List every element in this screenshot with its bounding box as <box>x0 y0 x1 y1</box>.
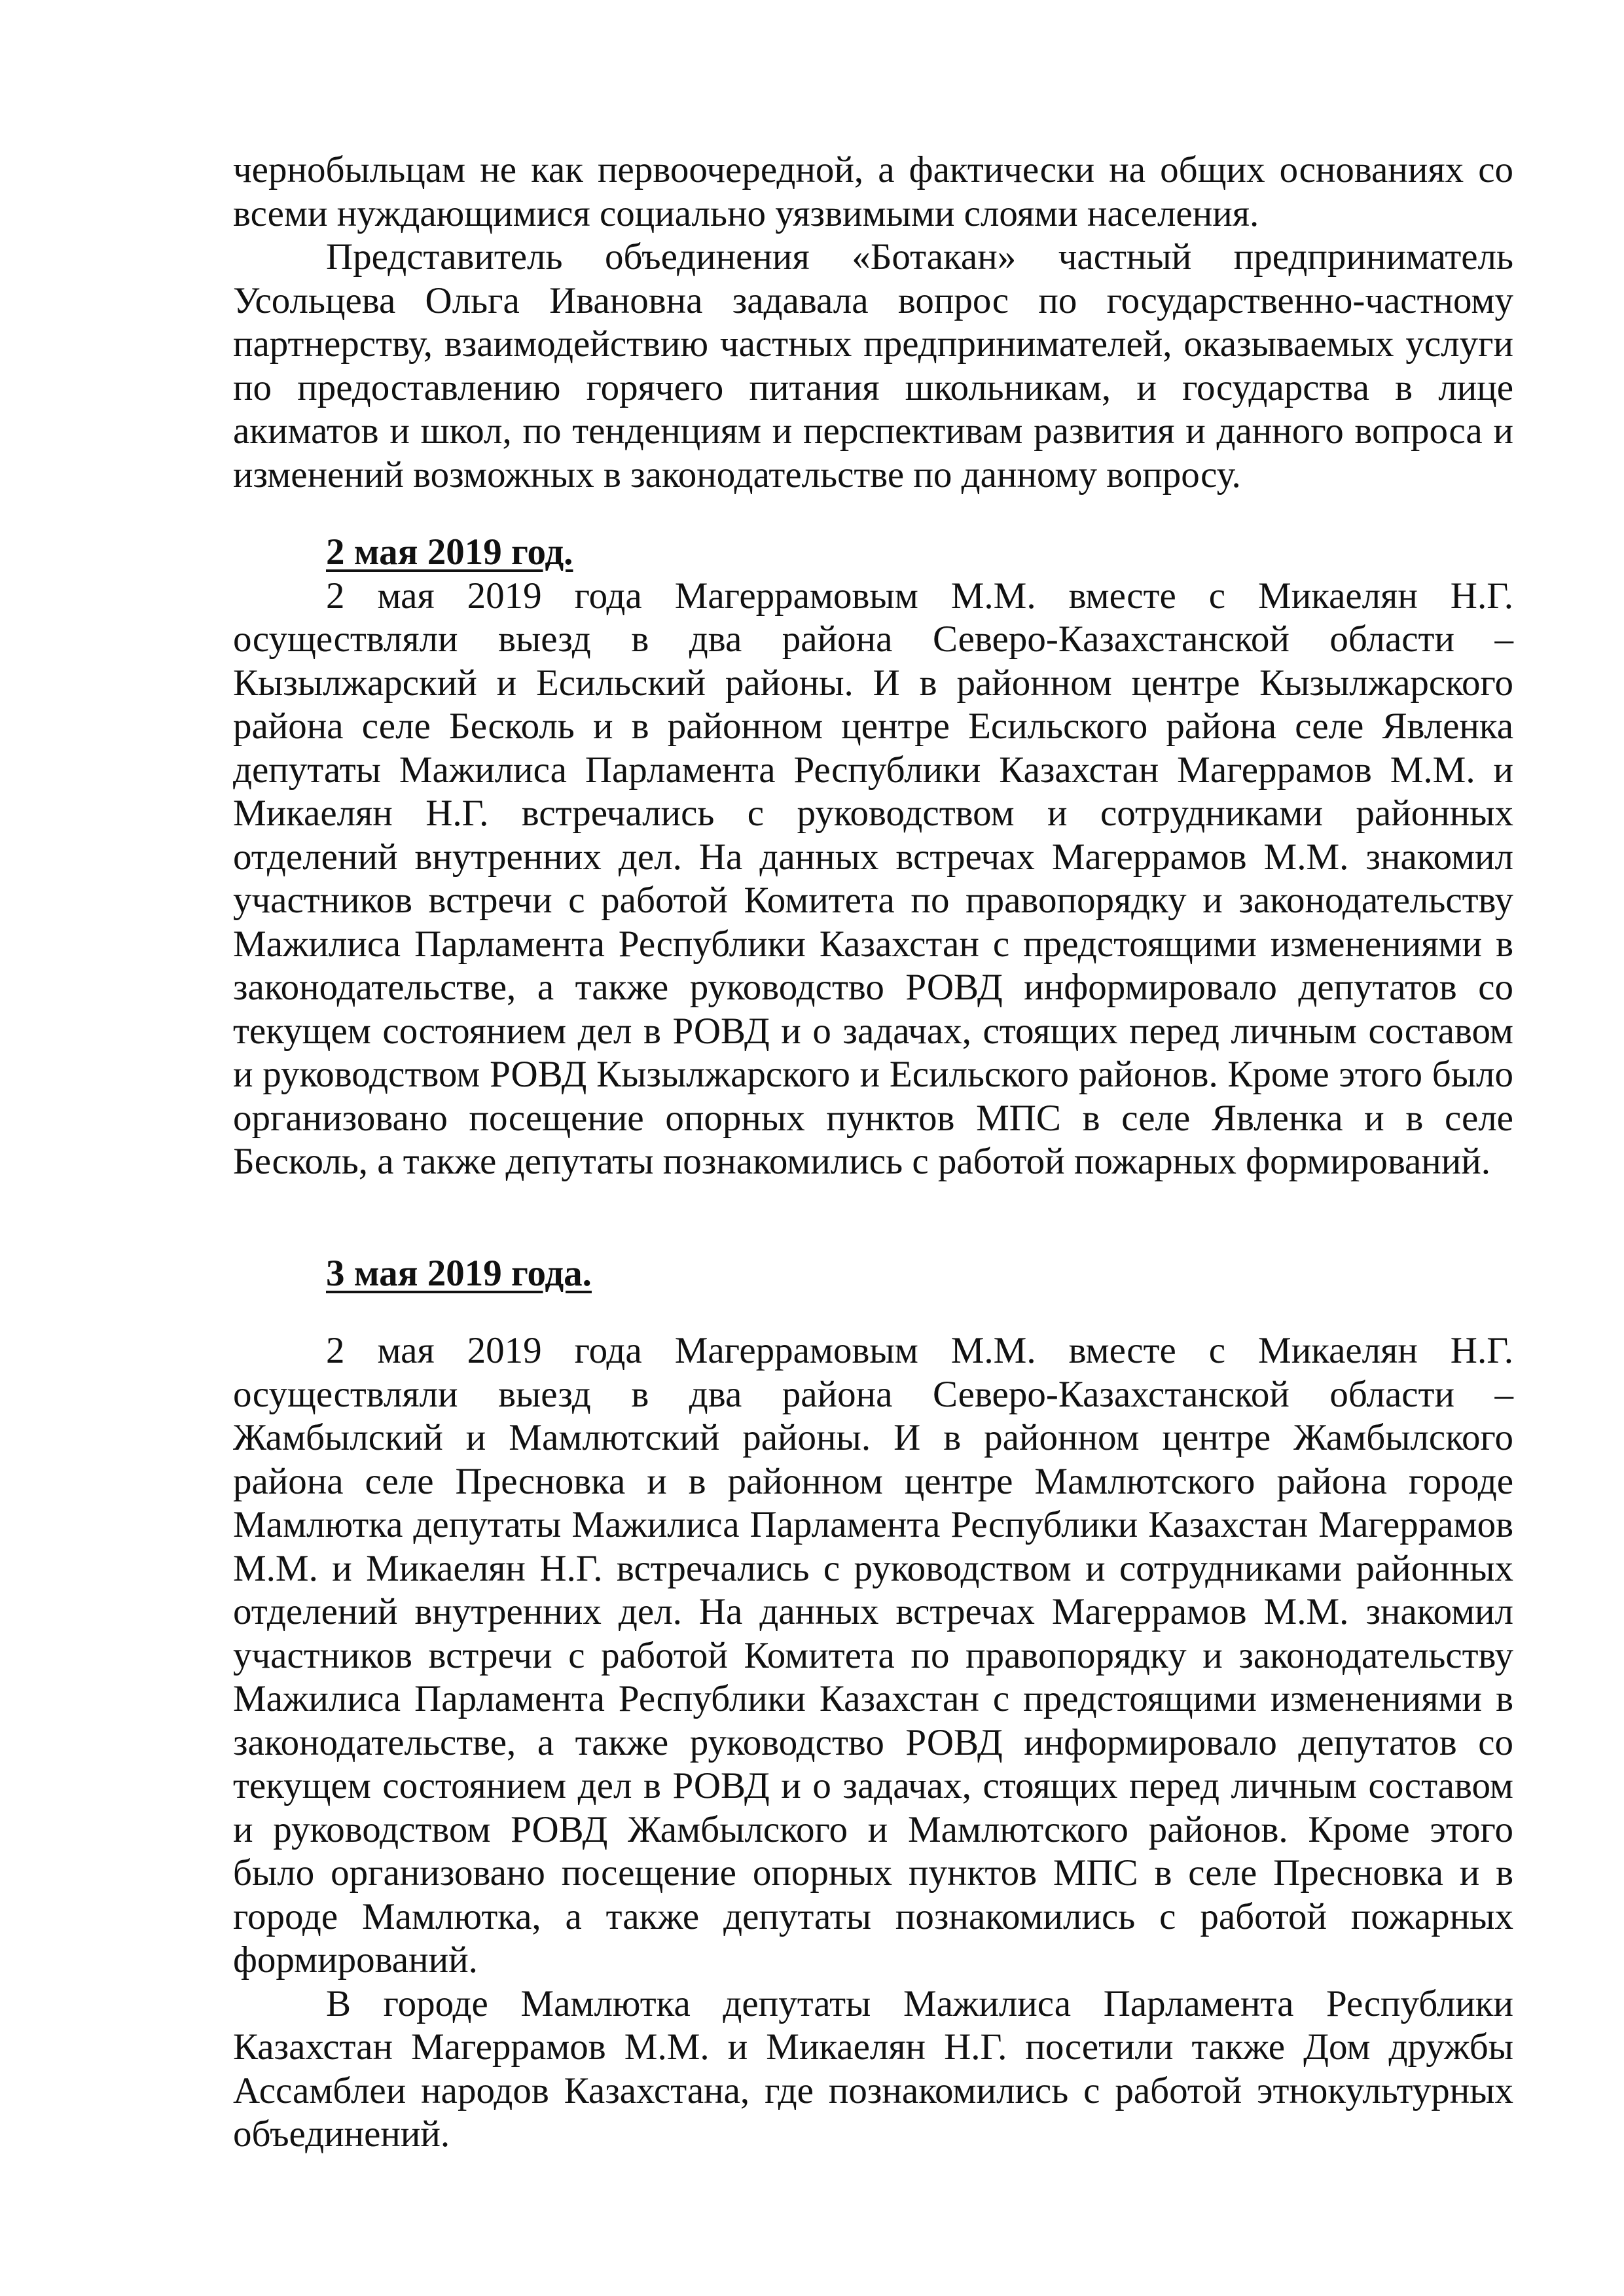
paragraph-may-3-visit: 2 мая 2019 года Магеррамовым М.М. вместе с Микаелян Н.Г. осуществляли выезд в два района Северо-Казахстанской области – Жамбылский и Мамлютский районы. И в районном центре Жамбылского района селе Пресновка и в районном центре Мамлютского района городе Мамлютка депутаты Мажилиса Парламента Республики Казахстан Магеррамов М.М. и Микаелян Н.Г. встречались с руководством и сотрудниками районных отделений внутренних дел. На данных встречах Магеррамов М.М. знакомил участников встречи с работой Комитета по правопорядку и законодательству Мажилиса Парламента Республики Казахстан с предстоящими изменениями в законодательстве, а также руководство РОВД информировало депутатов со текущем состоянием дел в РОВД и о задачах, стоящих перед личным составом и руководством РОВД Жамбылского и Мамлютского районов. Кроме этого было организовано посещение опорных пунктов МПС в селе Пресновка и в городе Мамлютка, а также депутаты познакомились с работой пожарных формирований. <box>233 1330 1513 1981</box>
heading-may-3: 3 мая 2019 года. <box>326 1252 592 1294</box>
paragraph-continuation: чернобыльцам не как первоочередной, а фактически на общих основаниях со всеми нуждающимися социально уязвимыми слоями населения. <box>233 149 1513 234</box>
paragraph-botakan-question: Представитель объединения «Ботакан» частный предприниматель Усольцева Ольга Ивановна задавала вопрос по государственно-частному партнерству, взаимодействию частных предпринимателей, оказываемых услуги по предоставлению горячего питания школьникам, и государства в лице акиматов и школ, по тенденциям и перспективам развития и данного вопроса и изменений возможных в законодательстве по данному вопросу. <box>233 236 1513 495</box>
heading-may-2: 2 мая 2019 год. <box>326 531 573 573</box>
paragraph-mamlyutka-house-of-friendship: В городе Мамлютка депутаты Мажилиса Парламента Республики Казахстан Магеррамов М.М. и Микаелян Н.Г. посетили также Дом дружбы Ассамблеи народов Казахстана, где познакомились с работой этнокультурных объединений. <box>233 1982 1513 2155</box>
paragraph-may-2-visit: 2 мая 2019 года Магеррамовым М.М. вместе с Микаелян Н.Г. осуществляли выезд в два района Северо-Казахстанской области – Кызылжарский и Есильский районы. И в районном центре Кызылжарского района селе Бесколь и в районном центре Есильского района селе Явленка депутаты Мажилиса Парламента Республики Казахстан Магеррамов М.М. и Микаелян Н.Г. встречались с руководством и сотрудниками районных отделений внутренних дел. На данных встречах Магеррамов М.М. знакомил участников встречи с работой Комитета по правопорядку и законодательству Мажилиса Парламента Республики Казахстан с предстоящими изменениями в законодательстве, а также руководство РОВД информировало депутатов со текущем состоянием дел в РОВД и о задачах, стоящих перед личным составом и руководством РОВД Кызылжарского и Есильского районов. Кроме этого было организовано посещение опорных пунктов МПС в селе Явленка и в селе Бесколь, а также депутаты познакомились с работой пожарных формирований. <box>233 575 1513 1182</box>
document-body <box>233 149 1513 2157</box>
